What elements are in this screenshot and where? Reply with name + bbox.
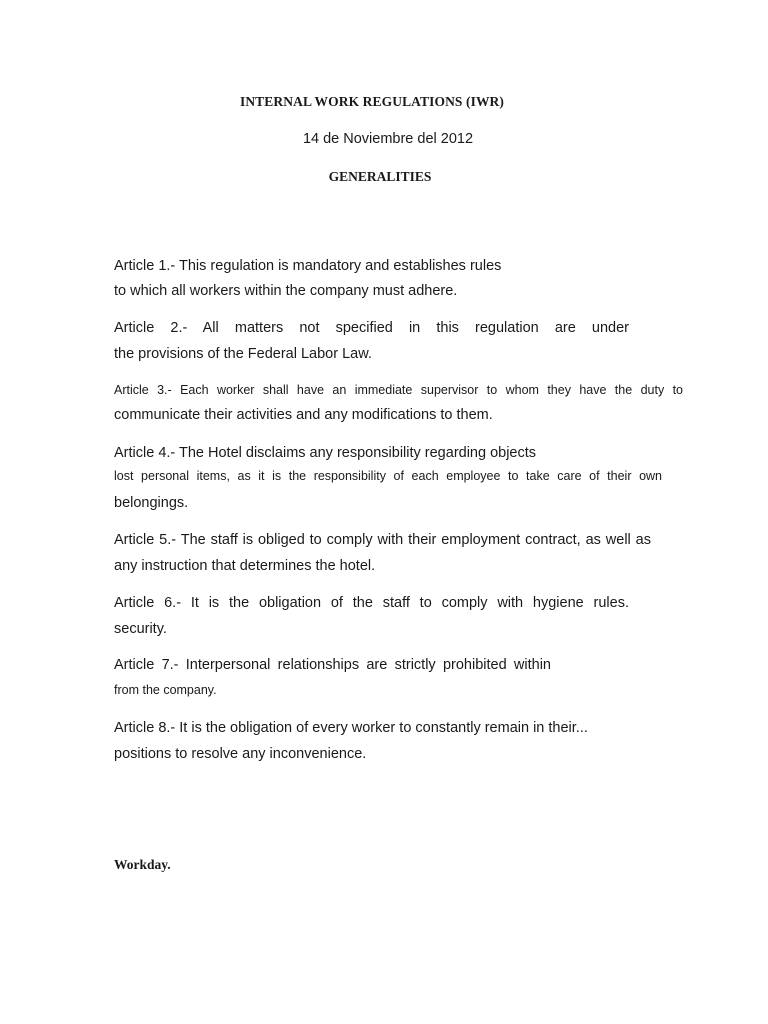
article-1-line-2: to which all workers within the company must adhere.: [114, 283, 458, 299]
article-2-line-2: the provisions of the Federal Labor Law.: [114, 346, 372, 362]
article-8-line-1: Article 8.- It is the obligation of every worker to constantly remain in their...: [114, 720, 588, 736]
article-6-line-1: Article 6.- It is the obligation of the staff to comply with hygiene rules.: [114, 595, 629, 611]
article-6-line-2: security.: [114, 621, 167, 637]
article-4-line-1: Article 4.- The Hotel disclaims any responsibility regarding objects: [114, 445, 537, 461]
section-heading-workday: Workday.: [114, 857, 171, 872]
article-7-line-1: Article 7.- Interpersonal relationships are strictly prohibited within: [114, 657, 551, 673]
section-heading-generalities: GENERALITIES: [328, 169, 432, 184]
article-3-line-1: Article 3.- Each worker shall have an immediate supervisor to whom they have the duty to: [114, 383, 683, 397]
document-date: 14 de Noviembre del 2012: [302, 131, 474, 147]
article-5-line-2: any instruction that determines the hotel.: [114, 558, 376, 574]
article-4-line-3: belongings.: [114, 495, 189, 511]
article-3-line-2: communicate their activities and any modifications to them.: [114, 407, 493, 423]
article-2-line-1: Article 2.- All matters not specified in this regulation are under: [114, 320, 629, 336]
article-4-line-2: lost personal items, as it is the responsibility of each employee to take care of their own: [114, 469, 662, 483]
document-title: INTERNAL WORK REGULATIONS (IWR): [239, 94, 505, 109]
article-7-line-2: from the company.: [114, 683, 217, 697]
article-5-line-1: Article 5.- The staff is obliged to comply with their employment contract, as well as: [114, 532, 651, 548]
article-1-line-1: Article 1.- This regulation is mandatory and establishes rules: [114, 258, 502, 274]
article-8-line-2: positions to resolve any inconvenience.: [114, 746, 367, 762]
